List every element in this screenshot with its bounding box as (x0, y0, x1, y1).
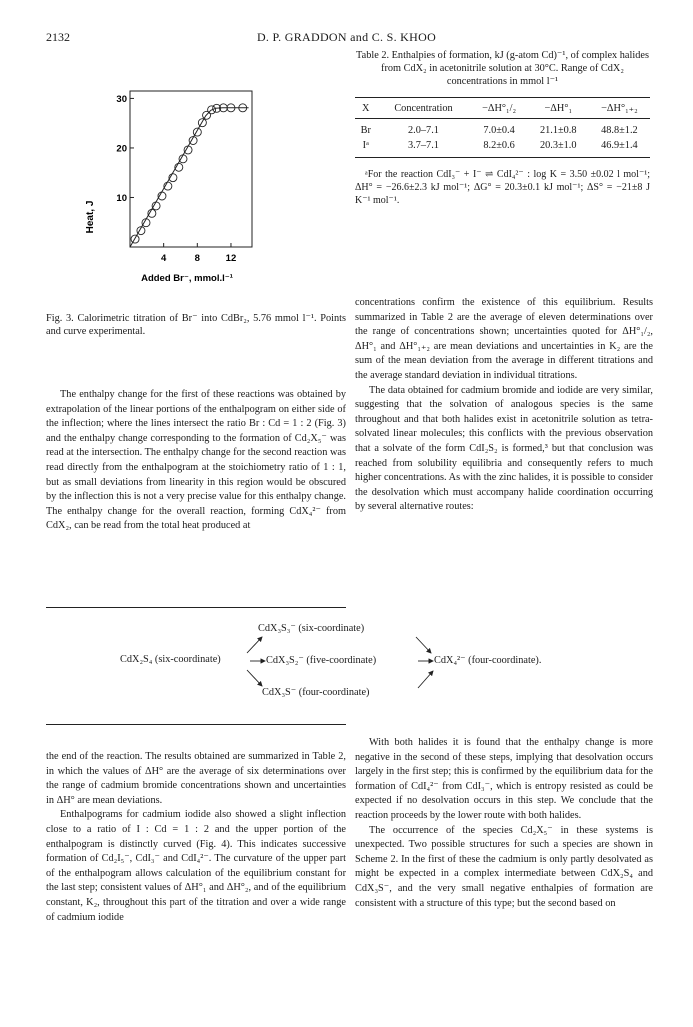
paragraph: Enthalpograms for cadmium iodide also showed a slight inflection close to a ratio of I : Cd = 1 : 2 and the upper portion of the enthalpogram is distinctly curved (Fig. 4). This indicates successive formation of Cd₂I₅⁻, CdI₃⁻ and CdI₄²⁻. The curvature of the upper part of the enthalpogram allows calculation of the equilibrium constant for the last step; consistent values of ΔH°₁ and ΔH°₂, and of the equilibrium constant, K₂, throughout this part of the titration and over a wide range of cadmium iodide (46, 809, 346, 923)
table-2-block (355, 49, 650, 207)
table-footnote: ᵃFor the reaction CdI₃⁻ + I⁻ ⇌ CdI₄²⁻ : log K = 3.50 ±0.02 l mol⁻¹; ΔH° = −26.6±2.3 kJ mol⁻¹; ΔG° = 20.3±0.1 kJ mol⁻¹; ΔS° = −21±8 J K⁻¹ mol⁻¹. (355, 169, 650, 206)
scheme-arrows (0, 620, 693, 710)
figure-caption-text: Calorimetric titration of Br⁻ into CdBr₂, 5.76 mmol l⁻¹. Points and curve experimental. (46, 313, 347, 337)
y-tick-label: 30 (116, 93, 127, 105)
data-point (193, 128, 201, 136)
arrow-up-left (247, 637, 262, 653)
table-cell: Br (360, 125, 371, 136)
table-cell: 46.9±1.4 (601, 140, 638, 151)
arrow-down-left (247, 670, 262, 686)
column-header: −ΔH°₁/₂ (470, 98, 527, 119)
figure-caption-label: Fig. 3. (46, 313, 74, 324)
table-cell: 48.8±1.2 (601, 125, 638, 136)
right-column-upper (355, 296, 653, 515)
table-2-caption: Table 2. Enthalpies of formation, kJ (g-atom Cd)⁻¹, of complex halides from CdX₂ in acetonitrile solution at 30°C. Range of CdX₂ concentrations in mmol l⁻¹ (356, 50, 649, 87)
left-column-rule (46, 607, 346, 608)
table-cell: 3.7–7.1 (408, 140, 439, 151)
table-row (355, 138, 650, 157)
table-rule (355, 157, 650, 158)
table-row (355, 119, 650, 139)
paragraph: the end of the reaction. The results obtained are summarized in Table 2, in which the values of ΔH° are the average of six determinations over the range of cadmium bromide concentrations shown and uncertainties in ΔH° are mean deviations. (46, 751, 346, 806)
chart-axes (130, 91, 252, 247)
column-header: −ΔH°₁₊₂ (589, 98, 650, 119)
left-column-upper (46, 388, 346, 534)
paragraph: With both halides it is found that the enthalpy change is more negative in the second of these steps, implying that desolvation occurs largely in the first step; this is confirmed by the equilibrium data for the formation of CdI₄²⁻ from CdI₃⁻, which is entropy resisted as could be expected if no desolvation occurs in this step. We conclude that the reaction proceeds by the lower route with both halides. (355, 737, 653, 821)
paragraph: concentrations confirm the existence of this equilibrium. Results summarized in Table 2 are the average of eleven determinations over the range of concentrations shown; uncertainties quoted for ΔH°₁/₂, ΔH°₁ and ΔH°₁₊₂ are mean deviations and uncertainties in K₂ are the sum of the mean deviation from the average in different titrations and the average standard deviation in individual titrations. (355, 297, 653, 381)
paragraph: The enthalpy change for the first of these reactions was obtained by extrapolation of the linear portions of the enthalpogram on either side of the inflection; where the lines intersect the ratio Br : Cd = 1 : 2 (Fig. 3) and the enthalpy change corresponding to the formation of Cd₂X₅⁻ was read at the intersection. The enthalpy change for the second reaction was read directly from the enthalpogram at the stoichiometry ratio of 1 : 1, but as small deviations from linearity in this region would be obscured by the inflection this is not a very precise value for this enthalpy change. The enthalpy change for the overall reaction, forming CdX₄²⁻ from CdX₂, can be read from the total heat produced at (46, 389, 346, 532)
y-tick-label: 10 (116, 192, 127, 204)
plot-frame (130, 91, 252, 247)
figure-3-enthalpogram (80, 85, 280, 305)
table-2 (355, 97, 650, 157)
left-column-lower (46, 750, 346, 925)
paragraph: The data obtained for cadmium bromide and iodide are very similar, suggesting that the solvation of analogous species is the same throughout and that both halides exist in acetonitrile solution as tetra-solvated linear molecules; this conflicts with the previous observation that a solvate of the form CdI₂S₂ is formed,³ but that conclusion was reached from solubility equilibria and consequently refers to much higher concentrations. As with the zinc halides, it is possible to consider the desolvation which must accompany halide coordination occurring by several alternative routes: (355, 384, 653, 513)
x-axis-label: Added Br⁻, mmol.l⁻¹ (141, 273, 233, 284)
lower-left-rule (46, 724, 346, 725)
column-header: −ΔH°₁ (528, 98, 589, 119)
arrow-top-right (416, 637, 431, 653)
column-header: X (355, 98, 377, 119)
table-cell: 20.3±1.0 (539, 140, 577, 151)
x-tick-label: 4 (161, 253, 167, 264)
table-cell: Iᵃ (362, 140, 369, 151)
data-point (198, 119, 206, 127)
table-cell: 7.0±0.4 (483, 125, 515, 136)
x-tick-label: 8 (194, 253, 200, 264)
scheme-middle-species: CdX₃S₂⁻ (five-coordinate) (266, 655, 377, 666)
y-axis-label: Heat, J (85, 200, 96, 234)
scheme-left-species: CdX₂S₄ (six-coordinate) (120, 654, 221, 665)
right-column-lower (355, 736, 653, 911)
table-cell: 2.0–7.1 (408, 125, 439, 136)
running-title: D. P. GRADDON and C. S. KHOO (256, 30, 437, 44)
table-cell: 21.1±0.8 (539, 125, 577, 136)
scheme-bottom-species: CdX₃S⁻ (four-coordinate) (262, 687, 370, 698)
reaction-scheme (0, 620, 693, 710)
y-tick-label: 20 (116, 143, 127, 155)
scheme-top-species: CdX₃S₃⁻ (six-coordinate) (258, 623, 365, 634)
page-number: 2132 (46, 30, 70, 44)
paragraph: The occurrence of the species Cd₂X₅⁻ in these systems is unexpected. Two possible structures for such a species are shown in Scheme 2. In the first of these the cadmium is only partly desolvated as might be expected in a complex intermediate between CdX₂S₄ and CdX₃S⁻, and the very small negative enthalpies of formation are consistent with a structure of this type; but the second based on (355, 824, 653, 909)
x-tick-label: 12 (225, 253, 237, 264)
table-cell: 8.2±0.6 (483, 140, 515, 151)
column-header: Concentration (377, 98, 471, 119)
scheme-right-species: CdX₄²⁻ (four-coordinate). (434, 655, 542, 666)
figure-caption (46, 312, 346, 338)
arrow-bottom-right (418, 671, 433, 688)
table-header-row (355, 98, 650, 119)
